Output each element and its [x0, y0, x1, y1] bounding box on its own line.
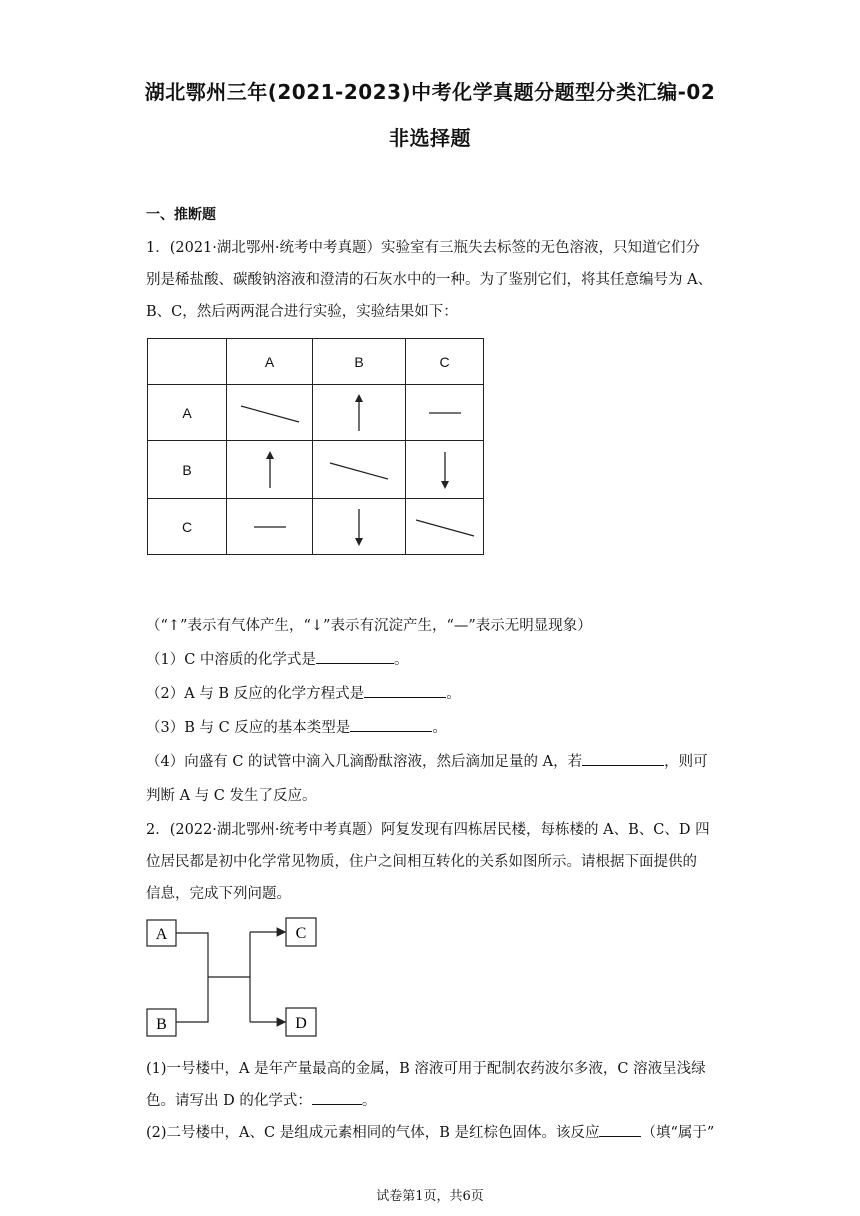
q1-subquestion-3 [146, 716, 447, 737]
row-header-a: A [148, 385, 227, 441]
node-c-label: C [295, 925, 307, 942]
cell-c-c [406, 499, 484, 555]
down-arrow-icon [435, 450, 455, 490]
q2-text-line2: 位居民都是初中化学常见物质，住户之间相互转化的关系如图所示。请根据下面提供的 [146, 854, 697, 870]
q1-legend: （“↑”表示有气体产生，“↓”表示有沉淀产生，“—”表示无明显现象） [146, 618, 592, 634]
q1-sub1-end: 。 [393, 652, 409, 668]
down-arrow-icon [349, 507, 369, 547]
q2-text-line3: 信息，完成下列问题。 [146, 886, 291, 902]
cell-c-a [227, 499, 313, 555]
col-header-b: B [313, 339, 406, 385]
answer-blank[interactable] [312, 1090, 362, 1105]
connector-left [176, 933, 208, 1022]
answer-blank[interactable] [316, 649, 394, 664]
up-arrow-icon [349, 393, 369, 433]
q1-subquestion-4 [146, 750, 708, 771]
q2-sub2-end: （填“属于” [641, 1125, 715, 1141]
table-corner-cell [148, 339, 227, 385]
q1-sub4-text: （4）向盛有 C 的试管中滴入几滴酚酞溶液，然后滴加足量的 A，若 [146, 754, 583, 770]
cell-a-c [406, 385, 484, 441]
node-b-label: B [156, 1016, 167, 1033]
q1-sub3-text: （3）B 与 C 反应的基本类型是 [146, 720, 351, 736]
q1-subquestion-1 [146, 648, 408, 669]
q2-sub1-end: 。 [361, 1093, 377, 1109]
node-a-label: A [155, 926, 168, 943]
diagonal-slash-icon [410, 512, 480, 542]
answer-blank[interactable] [582, 751, 664, 766]
node-d-label: D [295, 1015, 307, 1032]
q1-text-line1: 1．(2021·湖北鄂州·统考中考真题）实验室有三瓶失去标签的无色溶液，只知道它们分 [146, 240, 700, 256]
q2-text-line1: 2．(2022·湖北鄂州·统考中考真题）阿复发现有四栋居民楼，每栋楼的 A、B、C、D 四 [146, 822, 710, 838]
dash-icon [250, 522, 290, 532]
cell-b-c [406, 441, 484, 499]
row-header-b: B [148, 441, 227, 499]
dash-icon [425, 408, 465, 418]
diagonal-slash-icon [235, 398, 305, 428]
cell-a-b [313, 385, 406, 441]
q2-subquestion-1-line2 [146, 1089, 376, 1110]
answer-blank[interactable] [350, 717, 432, 732]
cell-a-a [227, 385, 313, 441]
transformation-diagram [146, 912, 346, 1042]
cell-b-b [313, 441, 406, 499]
q1-sub4-end: ，则可 [664, 754, 708, 770]
page-footer: 试卷第1页，共6页 [376, 1189, 484, 1204]
q1-subquestion-2 [146, 682, 461, 703]
reaction-result-table [147, 338, 484, 555]
q2-subquestion-2 [146, 1121, 714, 1142]
answer-blank[interactable] [599, 1122, 641, 1137]
q1-sub1-text: （1）C 中溶质的化学式是 [146, 652, 316, 668]
q1-subquestion-4-line2: 判断 A 与 C 发生了反应。 [146, 788, 317, 804]
q1-sub2-end: 。 [446, 686, 461, 702]
cell-b-a [227, 441, 313, 499]
diagonal-slash-icon [324, 455, 394, 485]
row-header-c: C [148, 499, 227, 555]
q1-sub2-text: （2）A 与 B 反应的化学方程式是 [146, 686, 365, 702]
page-title-line2: 非选择题 [389, 126, 471, 150]
q1-sub3-end: 。 [432, 720, 447, 736]
col-header-a: A [227, 339, 313, 385]
up-arrow-icon [260, 450, 280, 490]
q2-sub2-text: (2)二号楼中，A、C 是组成元素相同的气体，B 是红棕色固体。该反应 [146, 1125, 600, 1141]
page-title-line1: 湖北鄂州三年(2021-2023)中考化学真题分题型分类汇编-02 [144, 80, 716, 104]
q2-sub1-text: 色。请写出 D 的化学式： [146, 1093, 312, 1109]
q1-text-line3: B、C，然后两两混合进行实验，实验结果如下： [146, 304, 458, 320]
answer-blank[interactable] [364, 683, 446, 698]
section-heading: 一、推断题 [146, 207, 216, 223]
cell-c-b [313, 499, 406, 555]
col-header-c: C [406, 339, 484, 385]
q2-subquestion-1: (1)一号楼中，A 是年产量最高的金属，B 溶液可用于配制农药波尔多液，C 溶液呈浅绿 [146, 1061, 706, 1077]
q1-text-line2: 别是稀盐酸、碳酸钠溶液和澄清的石灰水中的一种。为了鉴别它们，将其任意编号为 A、 [146, 272, 713, 288]
